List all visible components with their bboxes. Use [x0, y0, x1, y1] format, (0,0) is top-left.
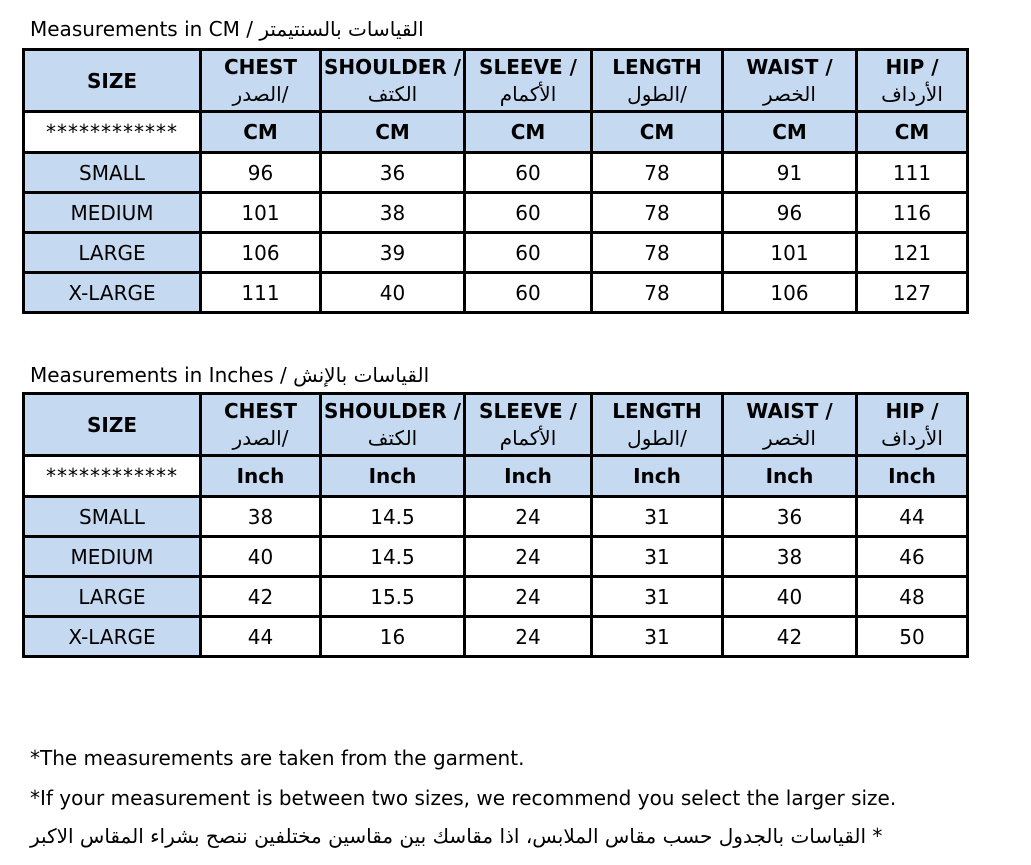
- table-cell: 111: [857, 153, 968, 193]
- inch-shoulder-header: SHOULDER / الكتف: [321, 394, 465, 456]
- table-cell: 40: [321, 273, 465, 313]
- note-arabic: * القياسات بالجدول حسب مقاس الملابس، اذا مقاسك بين مقاسين مختلفين ننصح بشراء المقاس الاكبر: [30, 824, 883, 848]
- table-cell: 91: [723, 153, 857, 193]
- cm-unit-cell: CM: [465, 112, 592, 153]
- table-cell: 121: [857, 233, 968, 273]
- table-cell: 78: [592, 233, 723, 273]
- table-row: [24, 537, 968, 577]
- cm-size-header: SIZE: [24, 50, 201, 112]
- table-cell: 42: [201, 577, 321, 617]
- table-cell: 106: [723, 273, 857, 313]
- cm-shoulder-header: SHOULDER / الكتف: [321, 50, 465, 112]
- table-row: [24, 497, 968, 537]
- table-row: [24, 153, 968, 193]
- cm-hip-header: HIP / الأرداف: [857, 50, 968, 112]
- inch-unit-cell: Inch: [723, 456, 857, 497]
- inch-hip-header: HIP / الأرداف: [857, 394, 968, 456]
- table-cell: 36: [321, 153, 465, 193]
- cm-unit-cell: CM: [592, 112, 723, 153]
- size-label: SMALL: [24, 153, 201, 193]
- table-cell: 24: [465, 497, 592, 537]
- note-garment-measurement: *The measurements are taken from the garment.: [30, 746, 525, 770]
- size-label: MEDIUM: [24, 193, 201, 233]
- size-label: SMALL: [24, 497, 201, 537]
- inch-header-row: [24, 394, 968, 456]
- inch-unit-cell: Inch: [465, 456, 592, 497]
- table-cell: 78: [592, 193, 723, 233]
- table-cell: 44: [201, 617, 321, 657]
- size-label: MEDIUM: [24, 537, 201, 577]
- table-cell: 60: [465, 273, 592, 313]
- cm-unit-row: [24, 112, 968, 153]
- table-cell: 14.5: [321, 497, 465, 537]
- table-cell: 16: [321, 617, 465, 657]
- cm-caption-english: Measurements in CM /: [30, 17, 253, 41]
- table-cell: 48: [857, 577, 968, 617]
- inch-size-header: SIZE: [24, 394, 201, 456]
- cm-sleeve-header: SLEEVE / الأكمام: [465, 50, 592, 112]
- table-cell: 15.5: [321, 577, 465, 617]
- table-cell: 36: [723, 497, 857, 537]
- inch-size-table: [22, 392, 969, 658]
- table-cell: 96: [201, 153, 321, 193]
- table-cell: 31: [592, 537, 723, 577]
- table-row: [24, 233, 968, 273]
- table-cell: 127: [857, 273, 968, 313]
- table-cell: 60: [465, 193, 592, 233]
- size-label: LARGE: [24, 577, 201, 617]
- table-cell: 24: [465, 577, 592, 617]
- table-cell: 60: [465, 153, 592, 193]
- cm-caption-arabic: القياسات بالسنتيمتر: [259, 17, 424, 41]
- inch-sleeve-header: SLEEVE / الأكمام: [465, 394, 592, 456]
- inch-length-header: LENGTH الطول/: [592, 394, 723, 456]
- table-row: [24, 273, 968, 313]
- table-cell: 46: [857, 537, 968, 577]
- table-cell: 38: [723, 537, 857, 577]
- table-cell: 39: [321, 233, 465, 273]
- table-cell: 96: [723, 193, 857, 233]
- inch-waist-header: WAIST / الخصر: [723, 394, 857, 456]
- cm-length-header: LENGTH الطول/: [592, 50, 723, 112]
- table-cell: 111: [201, 273, 321, 313]
- table-row: [24, 193, 968, 233]
- table-cell: 116: [857, 193, 968, 233]
- cm-unit-cell: CM: [857, 112, 968, 153]
- table-cell: 106: [201, 233, 321, 273]
- table-cell: 38: [201, 497, 321, 537]
- table-cell: 101: [201, 193, 321, 233]
- table-cell: 78: [592, 153, 723, 193]
- cm-unit-cell: CM: [321, 112, 465, 153]
- size-label: X-LARGE: [24, 273, 201, 313]
- table-cell: 38: [321, 193, 465, 233]
- table-cell: 14.5: [321, 537, 465, 577]
- cm-waist-header: WAIST / الخصر: [723, 50, 857, 112]
- table-row: [24, 577, 968, 617]
- cm-chest-header: CHEST الصدر/: [201, 50, 321, 112]
- table-cell: 50: [857, 617, 968, 657]
- inch-unit-cell: Inch: [321, 456, 465, 497]
- inch-unit-row: [24, 456, 968, 497]
- inch-caption-arabic: القياسات بالإنش: [293, 363, 430, 387]
- table-cell: 44: [857, 497, 968, 537]
- table-cell: 40: [201, 537, 321, 577]
- inch-unit-stars: ************: [24, 456, 201, 497]
- cm-unit-stars: ************: [24, 112, 201, 153]
- table-cell: 78: [592, 273, 723, 313]
- inch-unit-cell: Inch: [857, 456, 968, 497]
- table-cell: 24: [465, 537, 592, 577]
- inch-chest-header: CHEST الصدر/: [201, 394, 321, 456]
- table-cell: 60: [465, 233, 592, 273]
- inch-unit-cell: Inch: [201, 456, 321, 497]
- cm-unit-cell: CM: [201, 112, 321, 153]
- table-cell: 40: [723, 577, 857, 617]
- size-label: LARGE: [24, 233, 201, 273]
- cm-table-caption: [30, 17, 424, 41]
- table-cell: 31: [592, 577, 723, 617]
- table-cell: 101: [723, 233, 857, 273]
- table-cell: 42: [723, 617, 857, 657]
- table-cell: 31: [592, 497, 723, 537]
- inch-table-caption: [30, 363, 429, 387]
- cm-header-row: [24, 50, 968, 112]
- table-cell: 24: [465, 617, 592, 657]
- inch-caption-english: Measurements in Inches /: [30, 363, 287, 387]
- cm-size-table: [22, 48, 969, 314]
- inch-unit-cell: Inch: [592, 456, 723, 497]
- size-label: X-LARGE: [24, 617, 201, 657]
- note-size-recommendation: *If your measurement is between two sizes, we recommend you select the larger size.: [30, 786, 897, 810]
- table-cell: 31: [592, 617, 723, 657]
- cm-unit-cell: CM: [723, 112, 857, 153]
- table-row: [24, 617, 968, 657]
